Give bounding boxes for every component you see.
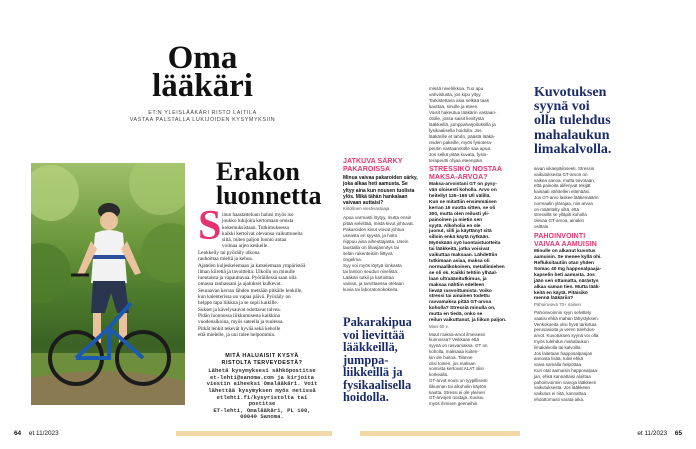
- lead-line: juonut, silli ja käyttänyt sitä: [429, 229, 492, 235]
- answer-text: [534, 310, 620, 403]
- answer-line: voimista kertovat ALAT olisi: [429, 366, 484, 372]
- cyclist-photo: [31, 163, 185, 405]
- answer-text: [343, 215, 421, 293]
- body-line: Pidän luonnossa liikkumisesta kaikkina: [198, 312, 280, 319]
- answer-line: Venkokoeita olisi hyvä tarkistaa: [534, 321, 597, 327]
- answer-line: kautta. Stressi ei ole yleinen: [429, 389, 486, 395]
- answer-line: GT-arvot nousi on tyypillisesti: [429, 377, 488, 383]
- body-line: Pitkät lenkit tekevät hyvää sekä keholle: [198, 325, 281, 332]
- body-line: luontaista ja vapauttavaa. Pyöräillessä saan olla: [198, 275, 297, 282]
- quote-line: lääkkeillä,: [343, 340, 398, 354]
- intro-line: rauhoittaa mieltä ja kehoa.: [198, 256, 254, 263]
- answer-line: kin ole hoitoa. Tilanne: [429, 354, 473, 360]
- quote-line: syynä voi: [534, 99, 590, 115]
- article-headline-line1: Erakon: [216, 157, 300, 186]
- lead-line: keitä en käytä. Pitäisikö: [534, 290, 588, 296]
- lead-line: aamuisin. Se menee kyllä ohi.: [534, 255, 602, 261]
- footer-left: [14, 429, 59, 438]
- answer-line: Pahoinvoinnin syyn selvittely: [534, 309, 592, 315]
- column-subtitle-line2: VASTAA PALSTALLA LUKIJOIDEN KYSYMYKSIIN: [129, 117, 276, 123]
- body-line: peutin vastaanotolle saa apua.: [429, 146, 492, 151]
- answer-line: korkealla.: [429, 372, 449, 378]
- question-signature: Pahoinvoiva 70+ nainen: [534, 302, 581, 308]
- ask-line: ET-lehti, Omalääkäri, PL 100,: [213, 406, 311, 414]
- intro-line: inun haastatteluun halusi myös iso: [222, 212, 294, 218]
- ask-line: Lähetä kysymyksesi sähköpostitse: [208, 367, 316, 375]
- lead-line: tutkimaan asiaa, maksa oli: [429, 258, 490, 264]
- page-number-right: 65: [674, 430, 682, 437]
- ask-heading-line2: RISTOLTA TERVEYDESTÄ?: [221, 359, 303, 366]
- body-line: reiden pakeille, myös fysiotera-: [429, 140, 493, 145]
- body-line: Jos GT-arvo laskee lääkemäärin: [534, 194, 599, 200]
- question-heading-line1: JATKUVA SÄRKY: [343, 158, 403, 165]
- issue-left: et 11/2023: [28, 430, 59, 437]
- intro-line: kokemuksistaan. Tutkimuksessa: [222, 224, 289, 231]
- body-line: omassa rauhassani ja ajatukset kulkevat.: [198, 281, 282, 288]
- answer-line: useasta eri syystä, ja hoito: [343, 233, 398, 239]
- answer-line: kunnossa? Veikkaan että: [429, 337, 480, 343]
- body-line: lääkärille et tahdo, päästä lääkä-: [429, 134, 496, 139]
- lead-line: vän oloisesti koholla. Arvo on: [429, 188, 497, 194]
- intro-line: Lenkkeily tai pyöräily ulkona: [198, 250, 260, 256]
- body-line: helppo tapa liikkua ja se sopii kaikille.: [198, 300, 278, 307]
- answer-line: perusasioita ja veren tulehdus-: [534, 327, 596, 333]
- body-line: vaikutuksesta GT-arvon on: [534, 171, 588, 177]
- article-headline: [216, 157, 356, 210]
- question-heading-line2: VAIVAA AAMUISIN: [534, 240, 597, 248]
- intro-line: siitä, miten paljon luonto antaa: [222, 237, 287, 244]
- body-line: ilman kiirettä ja tavoitteita. Ulkoilu on minulle: [198, 268, 295, 275]
- lead-line: ylös. Mikä tähän hankalaan: [343, 193, 408, 200]
- body-line: missä nivelrikkoa. Tuo apu: [429, 86, 484, 91]
- lead-line: joka alkaa heti aamusta. Se: [343, 181, 408, 188]
- lead-line: heitellyt 125–165 U/l välillä.: [429, 194, 491, 199]
- intro-line: joukko lukijoita kertomaan omista: [222, 218, 294, 225]
- lead-line: jään sen ottamatta, närästys: [534, 278, 599, 284]
- answer-line: vaivan, ja tarvittaessa otetaan: [343, 281, 404, 287]
- ask-line: etlehti.fi/kysyristolta tai postitse: [216, 393, 308, 408]
- question-heading-line2: PAKAROISSA: [343, 165, 391, 173]
- body-line: on määritelty siltä, että: [534, 206, 580, 212]
- ask-line: viestin aiheeksi Omalääkäri. Voit: [206, 380, 318, 388]
- body-line: olevaa GT-arvoa, ainakin: [534, 218, 585, 224]
- body-line: kainaati vähitellen elämääsi.: [534, 189, 591, 195]
- quote-line: Pakarakipua: [343, 315, 412, 329]
- body-line: kauttaa, sinulle ja eteen.: [429, 104, 479, 109]
- lead-line: kapselin heti aamusta. Jos: [534, 272, 595, 278]
- answer-line: vaikutus ei riitä, kannattaa: [534, 391, 587, 397]
- footer-right: [637, 429, 682, 438]
- lead-line: se oli ok. Kaikki tehtiin ylhäal-: [429, 270, 498, 276]
- lead-line: Minua vaivaa pakaroiden särky,: [343, 175, 418, 182]
- answer-line: Kun otat aamuisin happosalpaa-: [534, 367, 599, 373]
- lead-line: lievää rasvoittumista. Voiko: [429, 288, 492, 294]
- ask-box: [204, 353, 320, 421]
- answer-line: Jos laitetaan happosalpaajan: [534, 350, 593, 356]
- lead-line: mutta en tiedä, onko se: [429, 312, 483, 318]
- answer-line: myös ihmisen geeneihin.: [429, 401, 479, 407]
- lead-line: Somac 40 mg happosalpaaja-: [534, 266, 602, 272]
- answer-line: Lääkäri tutkii ja kartoittaa: [343, 275, 394, 281]
- lead-line: vaivaan auttaisi?: [343, 200, 384, 206]
- column-subtitle-line1: ET:N YLEISLÄÄKÄRI RISTO LAITILA: [148, 110, 257, 116]
- body-line: Sukset ja kävelysauvat odottavat talvea.: [198, 306, 281, 313]
- body-line: normaalin ylärajaa, niin arvoa: [534, 200, 593, 206]
- ask-line: lähettää kysymyksen myös netissä: [208, 386, 316, 394]
- answer-line: syynä on rasvamaksa. GT on: [429, 343, 488, 349]
- intro-line: kaikki kertoivat olevansa vaikuttuneita: [222, 230, 303, 237]
- answer-line: ongelma.: [343, 257, 362, 263]
- question-heading-line2: MAKSA-ARVOA?: [429, 173, 488, 181]
- cyclist-illustration: [31, 163, 185, 405]
- answer-line: taustalla on lihasjännitys tai: [343, 245, 399, 251]
- quote-line: fysikaalisella: [343, 377, 412, 392]
- question-lead: [429, 182, 511, 324]
- page-number-left: 64: [14, 430, 22, 437]
- col4-top-text: [429, 86, 509, 164]
- body-line: aivan vikaepäiloseeti. Stressin: [534, 166, 595, 171]
- lead-line: kerran 15 vuotta sitten, se oli: [429, 205, 496, 211]
- lead-line: Refluksitautiin otan yhden: [534, 261, 594, 266]
- answer-line: tai lantion seudun nivelistä.: [343, 269, 399, 275]
- lead-line: reilun vaikuttanut, ja liikun paljon.: [429, 318, 507, 324]
- question-maksa: [429, 166, 511, 407]
- lead-line: ravvamaksa pitää GT-arvoa: [429, 300, 492, 306]
- answer-line: limakalvolla tai kalvoilla.: [534, 344, 582, 350]
- body-line: terapeutti ohjaa eteenpäin.: [429, 158, 484, 163]
- quote-line: Kuvotuksen: [534, 85, 607, 100]
- body-line: lääkkeillä, jumppaharjoituksilla ja: [429, 122, 496, 127]
- answer-line: Pakaroiden kivut voivat johtua: [343, 227, 405, 233]
- col5-top-text: [534, 166, 618, 230]
- answer-line: pitää selvittää, mistä kivut johtuvat.: [343, 221, 414, 227]
- ask-line: et-lehti@sanoma.com ja kirjoita: [209, 373, 315, 381]
- question-heading-line1: STRESSIKÖ NOSTAA: [429, 166, 503, 173]
- quote-line: liikkeillä ja: [343, 365, 403, 379]
- question-signature: Kiitollinen viestivastaaja: [343, 206, 390, 212]
- question-lead: [343, 175, 421, 206]
- question-heading: [534, 233, 620, 248]
- lead-line: normaalikokoinen, metallimiehen: [429, 264, 505, 270]
- lead-line: laan ultraäänitutkimus, ja: [429, 276, 487, 282]
- lead-line: vaikuttaa maksaan. Lähdettiin: [429, 253, 498, 259]
- body-line: osittain.: [534, 223, 550, 229]
- lead-line: maksaa nähtiin edelleen: [429, 282, 485, 288]
- body-line: fysikaalisella hoidolla. Jos: [429, 128, 482, 133]
- body-line: Tarkistettava asia selkää taas: [429, 98, 490, 103]
- answer-line: vaatisi ehkä mahan tähystyksen.: [534, 315, 600, 321]
- footer-band-right: [360, 431, 520, 436]
- ask-line: 00040 Sanoma.: [240, 413, 284, 421]
- answer-line: Muut maksa-arvot ilmeisesti: [429, 331, 485, 337]
- ask-heading: [204, 353, 320, 366]
- ask-text: [204, 368, 320, 421]
- quote-line: olla tulehdus: [534, 113, 611, 129]
- lead-line: silloin enkä käytä nytkään.: [429, 235, 490, 241]
- answer-line: liikunnan tai alkoholin käytön: [429, 383, 487, 389]
- pull-quote-pakarat: [343, 316, 425, 404]
- body-line: vaikea sanoa, mutta toivotaan,: [534, 177, 596, 183]
- answer-line: Apua varmasti löytyy, mutta ensin: [343, 215, 412, 221]
- question-signature: Mies 60 v.: [429, 323, 449, 329]
- answer-line: arvot. Kuvotuksen syynä voi olla: [534, 333, 599, 339]
- lead-line: Kun se mitattiin ensimmäisen: [429, 199, 497, 205]
- lead-line: painoinen ja mietin sen: [429, 217, 483, 223]
- body-line: Jos selkä pitää kuvata, fysio-: [429, 152, 488, 157]
- body-line: stressillä se ylläpiti koholla: [534, 212, 587, 218]
- lead-line: Minulle on alkanut kuvotus: [534, 249, 596, 255]
- lead-line: koholla? Stressiä minulla on,: [429, 306, 496, 312]
- quote-line: voi lievittää: [343, 327, 405, 342]
- body-line: että mielelle, ja uni tulee helpommin.: [198, 331, 276, 338]
- lead-line: Maksa-arvoistani GT on pysy-: [429, 182, 497, 188]
- column-title-line1: Oma: [167, 40, 238, 76]
- lead-line: stressi tai ainainen todettu: [429, 294, 490, 300]
- answer-line: annosta lisää, tulisi ehkä: [534, 356, 584, 362]
- lead-line: 300, mutta olen reilusti yli-: [429, 211, 490, 217]
- answer-line: jan, ehkä kannattaisi aloittaa: [534, 373, 591, 379]
- answer-line: ehdottomasti varata aika.: [534, 396, 585, 402]
- lead-line: yltyy aina kun nousen tuolista: [343, 187, 415, 194]
- question-heading-line1: PAHOINVOINTI: [534, 233, 586, 240]
- question-heading: [343, 158, 421, 173]
- question-lead: [534, 249, 620, 302]
- column-title: [135, 40, 270, 104]
- article-body: [198, 250, 322, 338]
- body-line: Voisit hakeutua lääkärin vastaan-: [429, 110, 497, 115]
- footer-band-left: [176, 431, 332, 436]
- quote-line: hoidolla.: [343, 390, 389, 404]
- lead-line: mennä lääkäriin?: [534, 296, 574, 302]
- answer-line: GT-arvojen nostaja. Kuuluu: [429, 395, 484, 401]
- ask-heading-line1: MITÄ HALUAISIT KYSYÄ: [225, 353, 299, 359]
- column-title-line2: lääkäri: [152, 68, 253, 104]
- dropcap: S: [198, 203, 222, 249]
- answer-line: koholla, maksaaa kuiten-: [429, 348, 479, 354]
- pull-quote-kuvotus: [534, 86, 644, 157]
- answer-line: pahoinvoinnin vaivoja lääkkeen: [534, 379, 597, 385]
- answer-line: myös tulehdus mahalaukun: [534, 338, 589, 344]
- answer-line: vaiva samalla helpottaa.: [534, 362, 583, 368]
- answer-line: Syy voi myös löytyä lonkasta: [343, 263, 402, 269]
- issue-right: et 11/2023: [637, 430, 668, 437]
- intro-line: voimaa arjen keskelle.: [222, 243, 269, 250]
- answer-line: selän rakenteisiin liittyvä: [343, 251, 393, 257]
- body-line: että painoita alifenjvat tekijät: [534, 183, 591, 189]
- body-line: otolle, jossa saisit lievitystä: [429, 116, 484, 121]
- question-pahoinvointi: [534, 233, 620, 403]
- quote-line: limakalvolla.: [534, 141, 612, 157]
- lead-line: syytä. Alkoholia en ole: [429, 223, 481, 229]
- question-heading: [429, 166, 511, 181]
- body-line: vuodenaikoina, myös sateella ja tuulessa.: [198, 319, 284, 326]
- body-line: vahvistusta, jos kipu yltyy.: [429, 92, 482, 97]
- lead-line: alkaa saman tien. Mutta lääk-: [534, 284, 601, 290]
- quote-line: jumppa-: [343, 352, 389, 367]
- question-pakarat: [343, 158, 421, 293]
- lead-line: Myöskään syö luontaistuotteita: [429, 241, 501, 247]
- answer-line: riippuu aina aiheuttajasta. Usein: [343, 239, 409, 245]
- body-line: Seuraavan kerran lähden metsään pitkälle lenkille,: [198, 287, 303, 294]
- intro-text: [222, 212, 322, 250]
- body-line: Ajatelen kuljeskelemaan ja katselemaan ympäristöä: [198, 262, 306, 269]
- column-subtitle: [95, 110, 310, 124]
- article-headline-line2: luonnetta: [216, 181, 322, 210]
- answer-text: [429, 332, 511, 407]
- body-line: kun kalenterissa on vapaa päivä. Pyöräily on: [198, 294, 291, 301]
- answer-line: vaikutuksesta. Jos lääkkeen: [534, 385, 591, 391]
- answer-line: kuvia tai laboratoriokokeita.: [343, 287, 399, 293]
- quote-line: mahalaukun: [534, 127, 610, 143]
- answer-line: olisi toinen, jos maksan: [429, 360, 476, 366]
- lead-line: tai lääkkeitä, jotka voisivat: [429, 247, 490, 253]
